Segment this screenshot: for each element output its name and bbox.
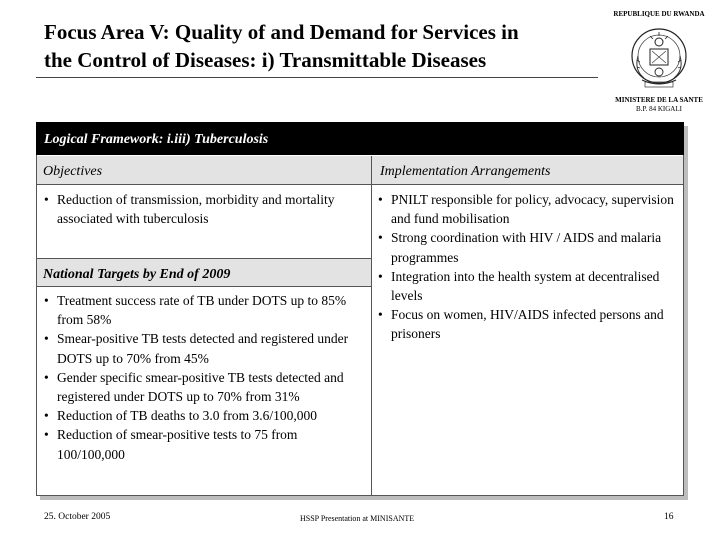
emblem-top-text: REPUBLIQUE DU RWANDA xyxy=(613,10,705,18)
list-item: • Gender specific smear-positive TB tests detected and registered under DOTS up to 70% from 31% xyxy=(42,368,368,406)
national-targets-list xyxy=(42,291,368,495)
list-item: • PNILT responsible for policy, advocacy, supervision and fund mobilisation xyxy=(376,190,676,228)
list-item: • Strong coordination with HIV / AIDS and malaria programmes xyxy=(376,228,676,266)
list-item: • Integration into the health system at decentralised levels xyxy=(376,267,676,305)
emblem-ministry-text: MINISTERE DE LA SANTE xyxy=(615,96,703,104)
framework-header: Logical Framework: i.iii) Tuberculosis xyxy=(36,122,684,155)
footer-presentation: HSSP Presentation at MINISANTE xyxy=(300,514,415,523)
list-item: • Reduction of smear-positive tests to 75 from 100/100,000 xyxy=(42,425,368,463)
title-line-2: the Control of Diseases: i) Transmittable Diseases xyxy=(44,48,487,72)
title-underline xyxy=(36,77,598,78)
list-item: • Focus on women, HIV/AIDS infected persons and prisoners xyxy=(376,305,676,343)
column-divider xyxy=(371,156,372,495)
slide-title xyxy=(44,18,604,74)
list-item: • Reduction of TB deaths to 3.0 from 3.6/100,000 xyxy=(42,406,368,425)
ministry-emblem xyxy=(606,10,712,113)
list-item: • Treatment success rate of TB under DOTS up to 85% from 58% xyxy=(42,291,368,329)
objectives-header: Objectives xyxy=(37,156,372,185)
footer-date: 25. October 2005 xyxy=(44,512,111,522)
title-line-1: Focus Area V: Quality of and Demand for Services in xyxy=(44,20,519,44)
list-item: • Reduction of transmission, morbidity and mortality associated with tuberculosis xyxy=(42,190,362,228)
page-number: 16 xyxy=(664,512,674,522)
implementation-list xyxy=(376,190,676,344)
emblem-address-text: B.P. 84 KIGALI xyxy=(636,105,682,113)
list-item: • Smear-positive TB tests detected and registered under DOTS up to 70% from 45% xyxy=(42,329,368,367)
objectives-list xyxy=(42,190,362,228)
implementation-header: Implementation Arrangements xyxy=(372,156,683,185)
national-targets-header: National Targets by End of 2009 xyxy=(37,258,371,287)
coat-of-arms-icon xyxy=(628,22,690,94)
